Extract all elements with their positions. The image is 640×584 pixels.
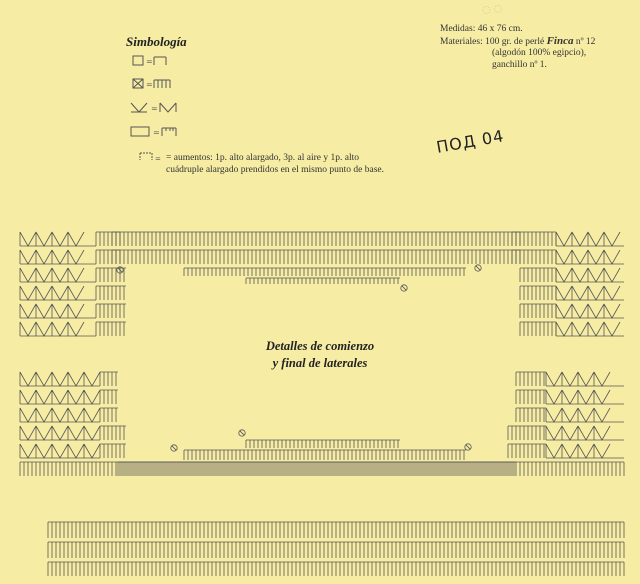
svg-text:=: = xyxy=(151,104,158,113)
left-bottom-stitch-row-4 xyxy=(100,444,126,458)
cotton-line: (algodón 100% egipcio), xyxy=(492,48,587,58)
right-bottom-v-row-2 xyxy=(546,408,624,422)
top-long-row-d xyxy=(246,278,400,284)
right-top-stitch-row-3 xyxy=(520,286,556,300)
right-top-v-row-3 xyxy=(556,286,624,300)
right-bottom-stitch-row-4 xyxy=(508,444,546,458)
right-bottom-stitch-row-2 xyxy=(516,408,546,422)
faded-stamp: ◌ ◌ xyxy=(481,2,504,17)
right-bottom-stitch-row-3 xyxy=(508,426,546,440)
materials-block xyxy=(440,24,640,71)
marker-top-mid-slash xyxy=(402,286,407,291)
left-bottom-stitch-row-3 xyxy=(100,426,126,440)
top-long-row-a xyxy=(112,232,520,246)
materials-prefix: Materiales: 100 gr. de perlé xyxy=(440,36,545,47)
handwritten-code: ПОД 04 xyxy=(434,126,506,157)
marker-bottom-right-slash xyxy=(466,445,471,450)
left-top-v-row-2 xyxy=(20,268,96,282)
legend-title: Simbología xyxy=(126,34,187,49)
left-bottom-stitch-row-1 xyxy=(100,390,118,404)
right-top-stitch-row-4 xyxy=(520,304,556,318)
left-bottom-stitch-row-0 xyxy=(100,372,118,386)
svg-text:=: = xyxy=(146,80,153,89)
right-top-v-row-2 xyxy=(556,268,624,282)
size-line: Medidas: 46 x 76 cm. xyxy=(440,24,523,34)
left-bottom-stitch-row-2 xyxy=(100,408,118,422)
right-top-v-row-0 xyxy=(556,232,624,246)
legend-row-crossed-square xyxy=(132,77,196,91)
legend-row-open-square xyxy=(132,54,196,68)
right-top-v-row-5 xyxy=(556,322,624,336)
left-top-stitch-row-5 xyxy=(96,322,126,336)
top-long-row-b xyxy=(112,250,520,264)
footer-row-b xyxy=(48,542,624,558)
left-bottom-v-row-2 xyxy=(20,408,100,422)
left-bottom-v-row-0 xyxy=(20,372,100,386)
brand-name: Finca xyxy=(546,34,574,47)
right-top-stitch-row-5 xyxy=(520,322,556,336)
top-long-row-c xyxy=(184,268,466,276)
bottom-long-row-b xyxy=(184,450,466,460)
left-top-v-row-1 xyxy=(20,250,96,264)
left-top-v-row-0 xyxy=(20,232,96,246)
center-title-line1: Detalles de comienzo xyxy=(265,339,375,353)
legend-row-long-rect xyxy=(130,125,200,139)
increase-symbol-icon xyxy=(138,151,164,170)
left-top-v-row-5 xyxy=(20,322,96,336)
footer-row-c xyxy=(48,562,624,576)
right-bottom-stitch-row-0 xyxy=(516,372,546,386)
center-title-line2: y final de laterales xyxy=(272,356,368,370)
right-top-stitch-row-1 xyxy=(512,250,556,264)
crossed-square-icon xyxy=(132,77,196,91)
left-top-v-row-3 xyxy=(20,286,96,300)
left-bottom-v-row-4 xyxy=(20,444,100,458)
increase-description: = aumentos: 1p. alto alargado, 3p. al aire y 1p. alto cuádruple alargado prendidos en el mismo punto de base. xyxy=(166,153,384,175)
svg-text:=: = xyxy=(146,57,153,66)
materials-line xyxy=(440,36,640,49)
right-top-v-row-1 xyxy=(556,250,624,264)
right-bottom-v-row-0 xyxy=(546,372,624,386)
left-top-v-row-4 xyxy=(20,304,96,318)
right-bottom-v-row-3 xyxy=(546,426,624,440)
open-square-icon xyxy=(132,54,196,68)
right-top-v-row-4 xyxy=(556,304,624,318)
hook-line: ganchillo nº 1. xyxy=(492,59,547,70)
legend-row-v-shape xyxy=(130,101,200,115)
left-bottom-v-row-3 xyxy=(20,426,100,440)
center-title xyxy=(240,338,400,372)
v-shape-icon xyxy=(130,101,200,115)
marker-bottom-mid-slash xyxy=(240,431,245,436)
left-top-stitch-row-2 xyxy=(96,268,126,282)
svg-text:=: = xyxy=(153,128,160,137)
right-bottom-v-row-1 xyxy=(546,390,624,404)
left-bottom-v-row-1 xyxy=(20,390,100,404)
footer-row-a xyxy=(48,522,624,538)
left-top-stitch-row-4 xyxy=(96,304,126,318)
svg-text:=: = xyxy=(155,155,161,163)
materials-suffix: nº 12 xyxy=(575,36,596,47)
long-rect-icon xyxy=(130,125,200,139)
right-top-stitch-row-0 xyxy=(512,232,556,246)
marker-top-right-slash xyxy=(476,266,481,271)
right-bottom-stitch-row-1 xyxy=(516,390,546,404)
bottom-long-row-c xyxy=(246,440,400,448)
right-bottom-v-row-4 xyxy=(546,444,624,458)
right-top-stitch-row-2 xyxy=(520,268,556,282)
marker-bottom-left-slash xyxy=(172,446,177,451)
left-top-stitch-row-3 xyxy=(96,286,126,300)
